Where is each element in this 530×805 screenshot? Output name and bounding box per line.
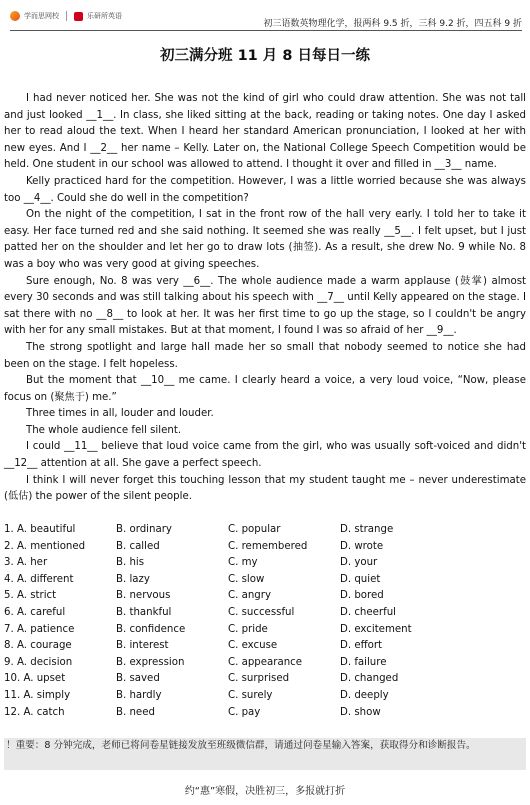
option-a: 9. A. decision <box>4 656 73 668</box>
option-c: C. my <box>228 557 258 569</box>
option-b: B. hardly <box>116 689 162 701</box>
page-header <box>10 6 522 28</box>
option-c: C. remembered <box>228 540 308 552</box>
option-b: B. called <box>116 540 160 552</box>
option-c: C. pride <box>228 623 268 635</box>
passage-paragraph: I had never noticed her. She was not the kind of girl who could draw attention. She was not tall and just looked __1__. In class, she liked sitting at the back, reading or taking notes. One day I asked her to read aloud the text. When I heard her standard American pronunciation, I looked at her with new eyes. And I __2__ her name – Kelly. Later on, the National College Speech Competition would be held. One student in our school was allowed to attend. I thought it over and filled in __3__ name. <box>4 93 526 171</box>
page-footer: 约“惠”寒假，决胜初三，多报就打折 <box>184 786 346 797</box>
option-d: D. strange <box>340 524 394 535</box>
option-row <box>4 640 524 657</box>
passage-paragraph: Kelly practiced hard for the competition. However, I was a little worried because she was always too __4__. Could she do well in the competition? <box>4 175 526 204</box>
notice-text: ！重要：8 分钟完成，老师已将问卷星链接发放至班级微信群，请通过问卷星输入答案，获取得分和诊断报告。 <box>6 740 476 751</box>
reading-passage <box>4 91 526 506</box>
option-c: C. surprised <box>228 673 290 685</box>
option-b: B. confidence <box>116 623 186 635</box>
option-b: B. ordinary <box>116 524 172 535</box>
option-c: C. angry <box>228 590 271 602</box>
option-a: 1. A. beautiful <box>4 524 76 535</box>
option-c: C. slow <box>228 573 265 585</box>
brand-logo <box>10 11 122 21</box>
option-a: 3. A. her <box>4 557 48 569</box>
option-row <box>4 524 524 541</box>
passage-paragraph: Sure enough, No. 8 was very __6__. The whole audience made a warm applause (鼓掌) almost every 30 seconds and was still talking about his speech with __7__ until Kelly appeared on the stage. I sat there with no __8__ to look at her. It was her first time to go up the stage, so I couldn't be angry with her for any small mistakes. But at that moment, I found I was so afraid of her __9__. <box>4 275 526 337</box>
header-divider <box>10 30 522 31</box>
option-d: D. bored <box>340 590 384 602</box>
answer-options <box>4 524 524 723</box>
option-d: D. excitement <box>340 623 412 635</box>
option-c: C. appearance <box>228 656 303 668</box>
passage-paragraph: I could __11__ believe that loud voice came from the girl, who was usually soft-voiced and didn't __12__ attention at all. She gave a perfect speech. <box>4 441 526 470</box>
option-c: C. pay <box>228 706 261 718</box>
option-row <box>4 657 524 674</box>
option-c: C. excuse <box>228 640 278 652</box>
brand-logo-icon <box>10 11 20 21</box>
option-a: 12. A. catch <box>4 706 65 718</box>
option-row <box>4 541 524 558</box>
option-b: B. thankful <box>116 606 172 618</box>
option-d: D. quiet <box>340 573 381 585</box>
option-b: B. nervous <box>116 590 171 602</box>
page-title: 初三满分班 11 月 8 日每日一练 <box>160 48 370 64</box>
option-row <box>4 707 524 724</box>
option-d: D. cheerful <box>340 606 396 618</box>
passage-paragraph: But the moment that __10__ me came. I clearly heard a voice, a very loud voice, “Now, please focus on (聚焦于) me.” <box>4 375 526 403</box>
option-c: C. surely <box>228 689 273 701</box>
option-row <box>4 607 524 624</box>
option-d: D. changed <box>340 673 399 685</box>
option-b: B. his <box>116 557 145 569</box>
option-row <box>4 673 524 690</box>
option-c: C. successful <box>228 606 295 618</box>
header-promo-text: 初三语数英物理化学，报两科 9.5 折，三科 9.2 折，四五科 9 折 <box>263 19 522 29</box>
passage-paragraph: The whole audience fell silent. <box>26 424 182 436</box>
option-a: 11. A. simply <box>4 689 71 701</box>
option-row <box>4 624 524 641</box>
option-row <box>4 590 524 607</box>
option-d: D. deeply <box>340 689 389 701</box>
partner-logo-text: 乐研所英语 <box>87 12 122 20</box>
passage-paragraph: I think I will never forget this touching lesson that my student taught me – never underestimate (低估) the power of the silent people. <box>4 474 526 503</box>
option-d: D. failure <box>340 656 387 668</box>
option-c: C. popular <box>228 524 281 535</box>
important-notice <box>4 738 526 770</box>
option-b: B. interest <box>116 640 169 652</box>
option-a: 4. A. different <box>4 573 74 585</box>
option-a: 2. A. mentioned <box>4 540 86 552</box>
option-a: 5. A. strict <box>4 590 57 602</box>
option-row <box>4 557 524 574</box>
logo-divider <box>66 11 67 21</box>
option-row <box>4 574 524 591</box>
option-d: D. show <box>340 706 381 718</box>
option-b: B. lazy <box>116 573 150 585</box>
passage-paragraph: Three times in all, louder and louder. <box>26 408 214 420</box>
option-a: 7. A. patience <box>4 623 75 635</box>
option-a: 10. A. upset <box>4 673 66 685</box>
passage-paragraph: On the night of the competition, I sat in the front row of the hall very early. I told her to take it easy. Her face turned red and she said nothing. It seemed she was really __5__. I felt upset, but I just patted her on the shoulder and let her go to draw lots (抽签). As a result, she drew No. 9 while No. 8 was a boy who was very good at giving speeches. <box>4 209 526 270</box>
option-d: D. your <box>340 557 378 569</box>
option-a: 6. A. careful <box>4 606 66 618</box>
brand-logo-text: 学而思网校 <box>24 12 59 20</box>
option-d: D. effort <box>340 640 383 652</box>
option-d: D. wrote <box>340 540 384 552</box>
partner-logo-icon <box>74 12 83 21</box>
option-b: B. need <box>116 706 155 718</box>
option-b: B. saved <box>116 673 160 685</box>
passage-paragraph: The strong spotlight and large hall made her so small that nobody seemed to notice she had been on the stage. I felt hopeless. <box>4 341 526 370</box>
option-a: 8. A. courage <box>4 640 72 652</box>
option-b: B. expression <box>116 656 185 668</box>
option-row <box>4 690 524 707</box>
